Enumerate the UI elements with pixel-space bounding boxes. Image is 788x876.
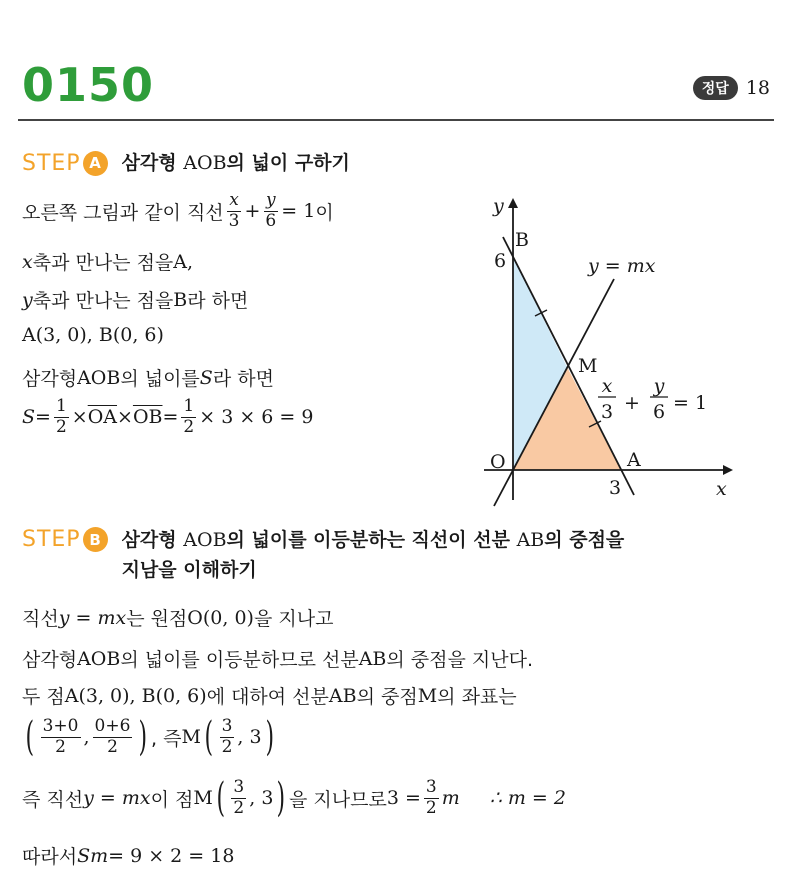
step-a-line-5: 삼각형 AOB 의 넓이를 S 라 하면 (22, 366, 274, 390)
y-intercept-label: 6 (494, 250, 507, 272)
y-axis-label: y (493, 195, 504, 217)
step-a-title: 삼각형 AOB의 넓이 구하기 (121, 152, 350, 174)
line-y-mx (494, 279, 614, 506)
point-m-label: M (578, 355, 598, 377)
answer-badge: 정답 (693, 76, 738, 100)
step-b-line-4: ( $\frac{3+0}{2}$ , $\frac{0+6}{2}$ ) , 즉 M ( $\frac{3}{2}$ , 3 ) (25, 714, 274, 760)
point-b-label: B (515, 229, 529, 251)
step-a-line-2: x 축과 만나는 점을 A, (22, 250, 194, 274)
eq-6: 6 (652, 401, 666, 423)
step-b-line-2: 삼각형 AOB 의 넓이를 이등분하므로 선분 AB 의 중점을 지난다. (22, 647, 533, 671)
line-y-mx-label: y = mx (588, 255, 656, 277)
step-a-line-1: 오른쪽 그림과 같이 직선 $\frac{x}{3}$ + $\frac{y}{6}$ = 1 이 (22, 190, 334, 231)
eq-rhs: = 1 (673, 392, 708, 414)
x-axis-arrow (723, 465, 733, 475)
step-a-word: STEP (22, 150, 81, 176)
step-b-title: 삼각형 AOB의 넓이를 이등분하는 직선이 선분 AB의 중점을 지남을 이해하기 (121, 529, 625, 581)
fraction-y-over-6: $\frac{y}{6}$ (265, 190, 277, 231)
x-axis-label: x (716, 478, 727, 500)
y-axis-arrow (508, 198, 518, 208)
eq-y: y (653, 375, 665, 397)
step-b-line-1: 직선 y = mx 는 원점 O(0, 0) 을 지나고 (22, 606, 334, 630)
eq-3: 3 (600, 401, 614, 423)
step-a-line-6: S = $\frac{1}{2}$ × $\overline{OA}$ × $\overline{OB}$ = $\frac{1}{2}$ × 3 × 6 = 9 (22, 396, 314, 437)
step-b-header (22, 525, 624, 585)
step-b-word: STEP (22, 527, 81, 552)
step-a-badge: A (83, 151, 108, 176)
step-b-line-3: 두 점 A(3, 0), B(0, 6) 에 대하여 선분 AB 의 중점 M 의 좌표는 (22, 684, 517, 708)
eq-x: x (601, 375, 613, 397)
step-a-line-4: A(3, 0), B(0, 6) (22, 324, 164, 346)
step-a-line-3: y 축과 만나는 점을 B 라 하면 (22, 288, 249, 312)
origin-label: O (490, 451, 506, 473)
answer-page: 18 (745, 77, 770, 99)
step-b-line-6: 따라서 Sm = 9 × 2 = 18 (22, 844, 235, 868)
fraction-x-over-3: $\frac{x}{3}$ (228, 190, 240, 231)
x-intercept-label: 3 (609, 477, 622, 499)
step-b-line-5: 즉 직선 y = mx 이 점 M ( $\frac{3}{2}$ , 3 ) 을 지나므로 3 = $\frac{3}{2}$ m ∴ m = 2 (22, 775, 566, 821)
step-b-badge: B (83, 527, 108, 552)
point-a-label: A (627, 449, 641, 471)
problem-number: 0150 (22, 58, 155, 112)
eq-plus: + (624, 392, 640, 414)
